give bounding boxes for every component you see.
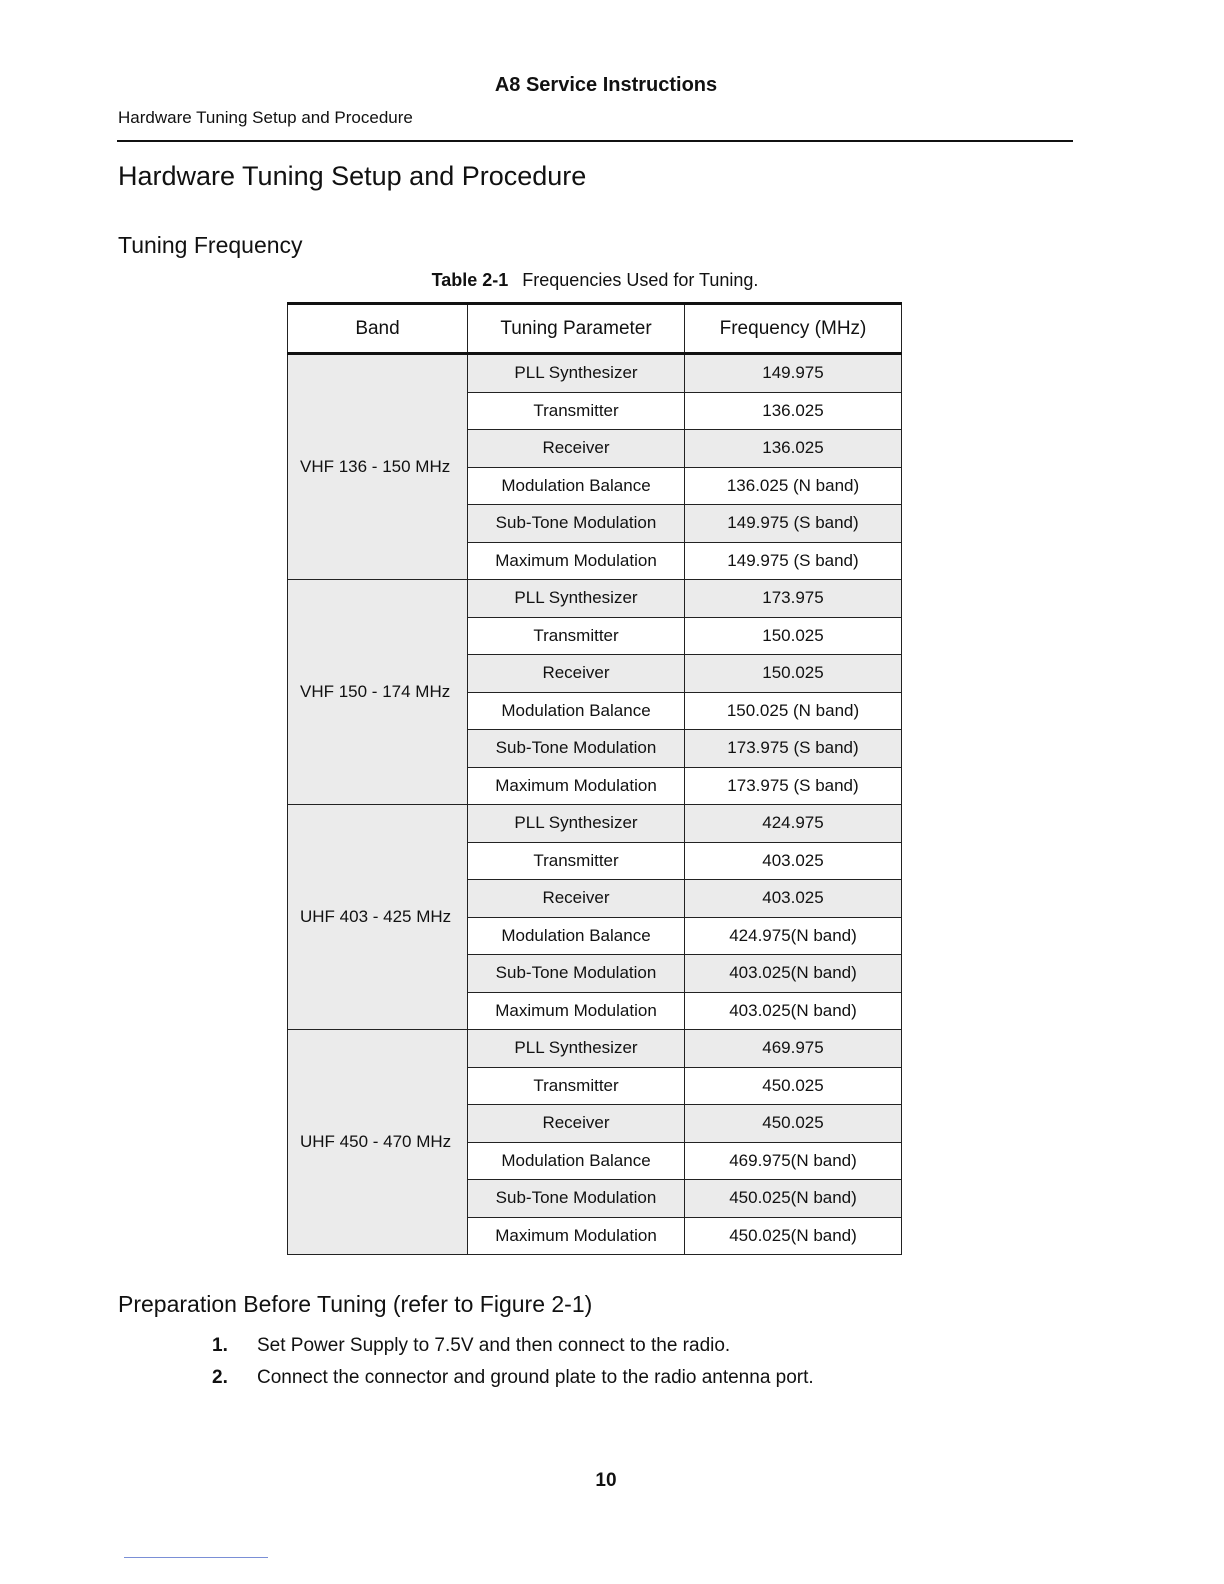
frequency-cell: 136.025	[685, 430, 902, 468]
parameter-cell: Receiver	[468, 655, 685, 693]
table-row	[288, 805, 902, 843]
column-header-parameter: Tuning Parameter	[468, 304, 685, 354]
parameter-cell: Modulation Balance	[468, 692, 685, 730]
table-caption-text: Frequencies Used for Tuning.	[522, 270, 759, 290]
preparation-title: Preparation Before Tuning (refer to Figure 2-1)	[118, 1291, 593, 1317]
frequency-cell: 450.025	[685, 1105, 902, 1143]
list-item	[212, 1365, 814, 1397]
parameter-cell: Transmitter	[468, 1067, 685, 1105]
parameter-cell: Receiver	[468, 880, 685, 918]
frequency-cell: 450.025(N band)	[685, 1217, 902, 1255]
page-number: 10	[595, 1470, 617, 1491]
frequency-cell: 136.025 (N band)	[685, 467, 902, 505]
parameter-cell: Sub-Tone Modulation	[468, 955, 685, 993]
frequency-cell: 150.025	[685, 617, 902, 655]
table-header-row	[288, 304, 902, 354]
frequency-cell: 149.975	[685, 354, 902, 393]
band-cell: VHF 136 - 150 MHz	[288, 354, 468, 580]
running-head: Hardware Tuning Setup and Procedure	[118, 108, 413, 127]
frequency-cell: 149.975 (S band)	[685, 542, 902, 580]
parameter-cell: Transmitter	[468, 842, 685, 880]
parameter-cell: Maximum Modulation	[468, 1217, 685, 1255]
frequency-cell: 469.975	[685, 1030, 902, 1068]
frequency-cell: 150.025	[685, 655, 902, 693]
step-list	[212, 1333, 814, 1397]
subsection-title: Tuning Frequency	[118, 232, 303, 258]
table-caption	[0, 270, 1190, 291]
frequency-cell: 173.975 (S band)	[685, 767, 902, 805]
footnote-rule	[124, 1557, 268, 1558]
frequency-cell: 450.025	[685, 1067, 902, 1105]
table-row	[288, 354, 902, 393]
step-text: Set Power Supply to 7.5V and then connect to the radio.	[257, 1335, 731, 1356]
table-row	[288, 1030, 902, 1068]
column-header-frequency: Frequency (MHz)	[685, 304, 902, 354]
frequency-cell: 469.975(N band)	[685, 1142, 902, 1180]
parameter-cell: Sub-Tone Modulation	[468, 505, 685, 543]
parameter-cell: PLL Synthesizer	[468, 1030, 685, 1068]
table-body	[288, 354, 902, 1255]
section-title: Hardware Tuning Setup and Procedure	[118, 161, 587, 191]
frequency-cell: 403.025(N band)	[685, 955, 902, 993]
band-cell: UHF 403 - 425 MHz	[288, 805, 468, 1030]
parameter-cell: PLL Synthesizer	[468, 805, 685, 843]
frequency-cell: 149.975 (S band)	[685, 505, 902, 543]
list-item	[212, 1333, 814, 1365]
frequency-cell: 173.975	[685, 580, 902, 618]
column-header-band: Band	[288, 304, 468, 354]
parameter-cell: Maximum Modulation	[468, 992, 685, 1030]
frequency-cell: 403.025(N band)	[685, 992, 902, 1030]
frequency-cell: 424.975(N band)	[685, 917, 902, 955]
parameter-cell: PLL Synthesizer	[468, 580, 685, 618]
frequency-cell: 150.025 (N band)	[685, 692, 902, 730]
parameter-cell: Receiver	[468, 430, 685, 468]
table-row	[288, 580, 902, 618]
band-cell: VHF 150 - 174 MHz	[288, 580, 468, 805]
document-title: A8 Service Instructions	[494, 74, 718, 96]
parameter-cell: Receiver	[468, 1105, 685, 1143]
parameter-cell: Modulation Balance	[468, 467, 685, 505]
parameter-cell: Sub-Tone Modulation	[468, 1180, 685, 1218]
parameter-cell: Modulation Balance	[468, 1142, 685, 1180]
band-cell: UHF 450 - 470 MHz	[288, 1030, 468, 1255]
step-text: Connect the connector and ground plate to the radio antenna port.	[257, 1367, 814, 1388]
frequency-cell: 424.975	[685, 805, 902, 843]
step-number: 2.	[212, 1367, 228, 1388]
frequency-cell: 136.025	[685, 392, 902, 430]
frequency-cell: 173.975 (S band)	[685, 730, 902, 768]
frequency-table	[287, 302, 902, 1255]
frequency-cell: 450.025(N band)	[685, 1180, 902, 1218]
frequency-cell: 403.025	[685, 842, 902, 880]
parameter-cell: Maximum Modulation	[468, 767, 685, 805]
step-number: 1.	[212, 1335, 228, 1356]
parameter-cell: Transmitter	[468, 392, 685, 430]
parameter-cell: Transmitter	[468, 617, 685, 655]
parameter-cell: Sub-Tone Modulation	[468, 730, 685, 768]
frequency-cell: 403.025	[685, 880, 902, 918]
parameter-cell: Modulation Balance	[468, 917, 685, 955]
header-rule	[117, 140, 1073, 142]
parameter-cell: PLL Synthesizer	[468, 354, 685, 393]
parameter-cell: Maximum Modulation	[468, 542, 685, 580]
table-caption-label: Table 2-1	[431, 270, 509, 290]
